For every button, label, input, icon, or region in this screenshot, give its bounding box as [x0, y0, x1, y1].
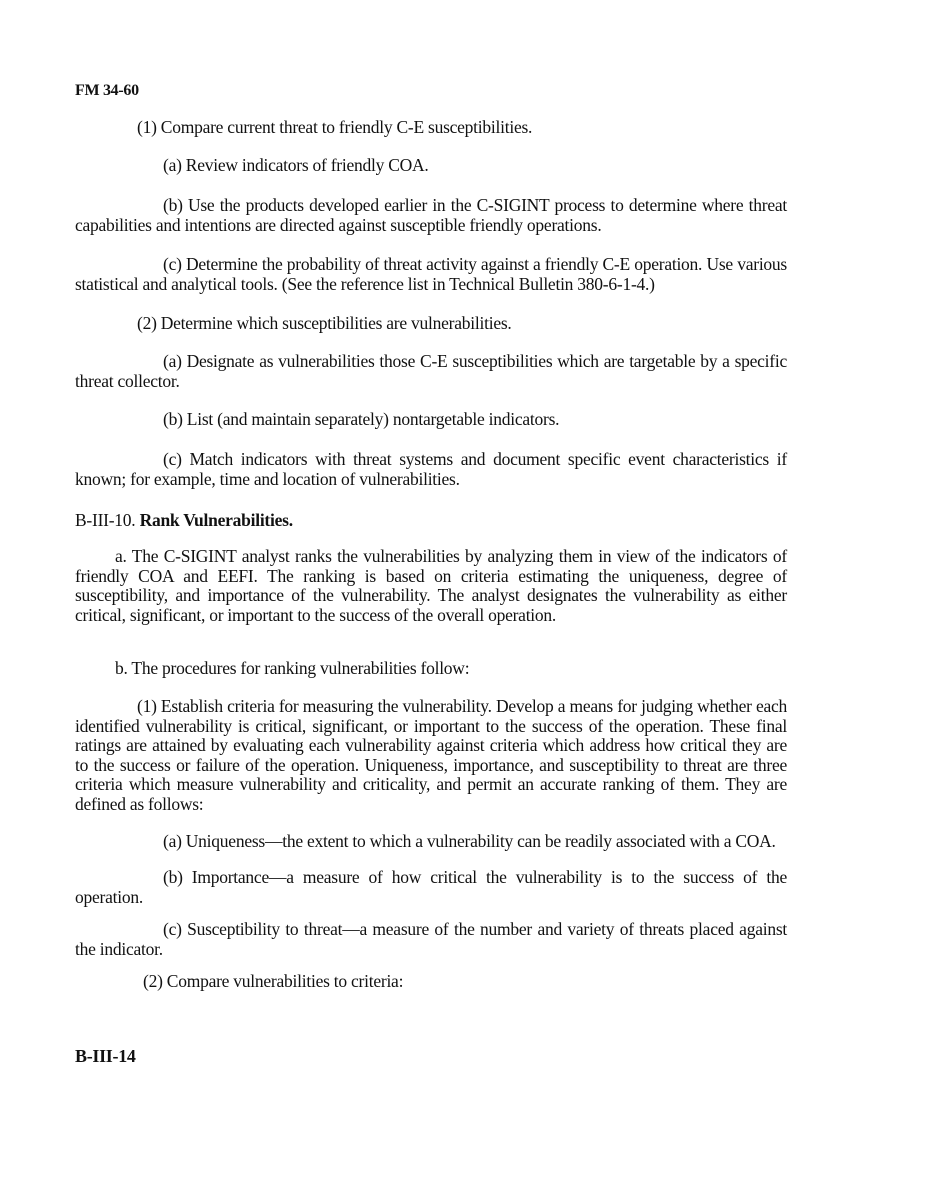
section-title: Rank Vulnerabilities. [139, 510, 293, 530]
step-1-compare-threat: (1) Compare current threat to friendly C-E susceptibilities. [137, 117, 533, 137]
step-1a-review-indicators: (a) Review indicators of friendly COA. [163, 155, 429, 175]
step-1b-use-products: (b) Use the products developed earlier in the C-SIGINT process to determine where threat capabilities and intentions are directed against susceptible friendly operations. [75, 195, 787, 235]
step-2a-designate: (a) Designate as vulnerabilities those C-E susceptibilities which are targetable by a specific threat collector. [75, 351, 787, 391]
step-1-establish-criteria: (1) Establish criteria for measuring the vulnerability. Develop a means for judging whether each identified vulnerability is critical, significant, or important to the success of the operation. These final ratings are attained by evaluating each vulnerability against criteria which address how critical they are to the success or failure of the operation. Uniqueness, importance, and susceptibility to threat are three criteria which measure vulnerability and criticality, and permit an accurate ranking of them. They are defined as follows: [75, 696, 787, 814]
criterion-uniqueness: (a) Uniqueness—the extent to which a vulnerability can be readily associated with a COA. [163, 831, 776, 851]
document-id-header: FM 34-60 [75, 82, 139, 99]
paragraph-b-procedures: b. The procedures for ranking vulnerabilities follow: [115, 658, 470, 678]
paragraph-a-ranking: a. The C-SIGINT analyst ranks the vulnerabilities by analyzing them in view of the indicators of friendly COA and EEFI. The ranking is based on criteria estimating the uniqueness, degree of susceptibility, and importance of the vulnerability. The analyst designates the vulnerability as either critical, significant, or important to the success of the overall operation. [75, 546, 787, 625]
criterion-importance: (b) Importance—a measure of how critical the vulnerability is to the success of the operation. [75, 867, 787, 907]
criterion-susceptibility: (c) Susceptibility to threat—a measure of the number and variety of threats placed against the indicator. [75, 919, 787, 959]
page-number-footer: B-III-14 [75, 1046, 136, 1066]
section-number: B-III-10. [75, 510, 136, 530]
step-2c-match-indicators: (c) Match indicators with threat systems and document specific event characteristics if known; for example, time and location of vulnerabilities. [75, 449, 787, 489]
step-1c-determine-probability: (c) Determine the probability of threat activity against a friendly C-E operation. Use various statistical and analytical tools. (See the reference list in Technical Bulletin 380-6-1-4.) [75, 254, 787, 294]
step-2b-list-indicators: (b) List (and maintain separately) nontargetable indicators. [163, 409, 560, 429]
step-2-compare-vulnerabilities: (2) Compare vulnerabilities to criteria: [143, 971, 404, 991]
step-2-determine-vulnerabilities: (2) Determine which susceptibilities are vulnerabilities. [137, 313, 512, 333]
section-heading [75, 510, 293, 531]
